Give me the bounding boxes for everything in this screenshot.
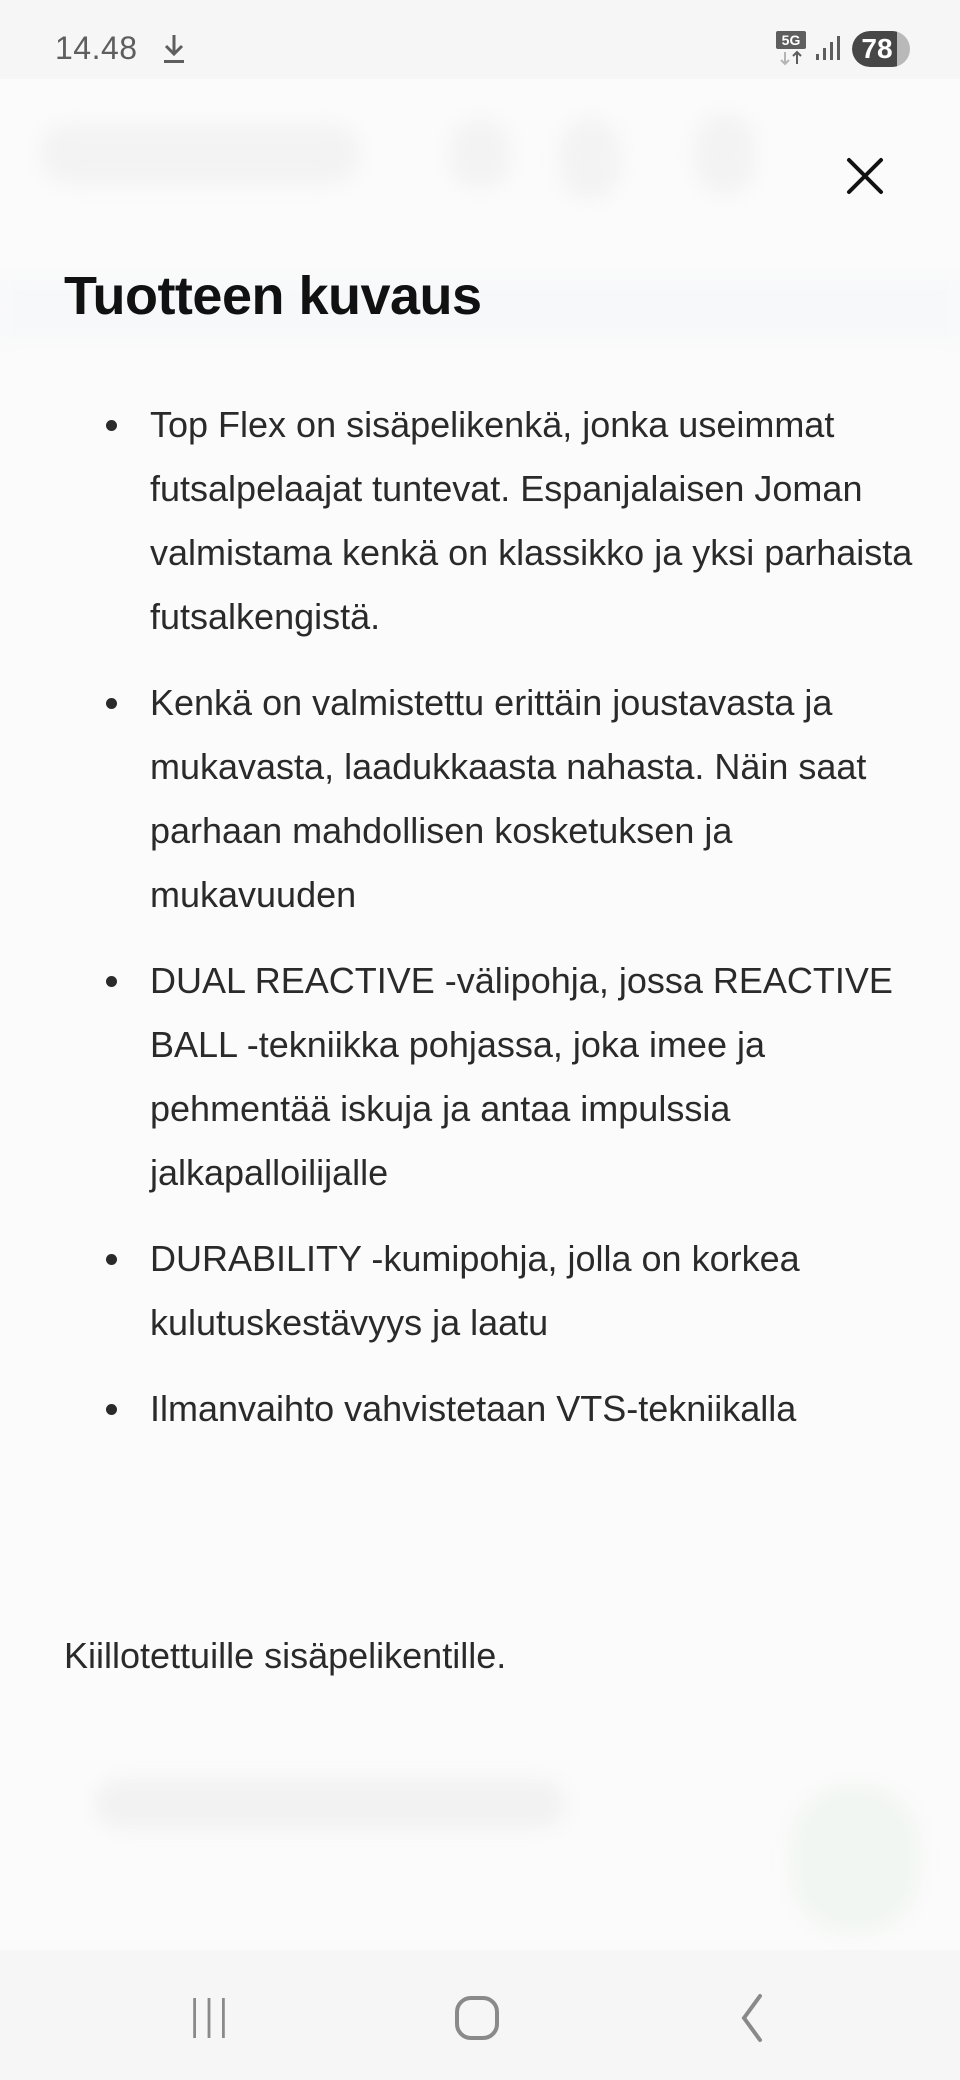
list-item-text: DUAL REACTIVE -välipohja, jossa REACTIVE BALL -tekniikka pohjassa, joka imee ja pehmentää iskuja ja antaa impulssia jalkapalloilijalle: [150, 960, 893, 1193]
bullet-icon: [106, 976, 117, 987]
bullet-icon: [106, 420, 117, 431]
system-nav-bar: [0, 1950, 960, 2080]
recents-icon: [180, 1988, 240, 2048]
usage-note: Kiillotettuille sisäpelikentille.: [64, 1635, 507, 1676]
blurred-background: [790, 1784, 920, 1934]
bullet-icon: [106, 1254, 117, 1265]
network-5g-icon: [776, 31, 806, 67]
recents-button[interactable]: [180, 1988, 240, 2048]
list-item: [64, 949, 924, 1205]
back-icon: [720, 1988, 780, 2048]
svg-text:5G: 5G: [781, 32, 801, 48]
list-item-text: Kenkä on valmistettu erittäin joustavasta ja mukavasta, laadukkaasta nahasta. Näin saat parhaan mahdollisen kosketuksen ja mukavuuden: [150, 682, 867, 915]
product-description-sheet: [0, 79, 960, 1950]
page-title: Tuotteen kuvaus: [64, 266, 482, 326]
list-item-text: Ilmanvaihto vahvistetaan VTS-tekniikalla: [150, 1388, 797, 1429]
list-item: [64, 1227, 924, 1355]
home-icon: [447, 1988, 507, 2048]
list-item: [64, 1377, 924, 1441]
download-icon: [162, 33, 186, 65]
bullet-icon: [106, 698, 117, 709]
battery-percent: 78: [861, 33, 893, 64]
list-item: [64, 671, 924, 927]
home-button[interactable]: [447, 1988, 507, 2048]
blurred-background: [695, 114, 755, 194]
close-button[interactable]: [838, 149, 892, 203]
blurred-background: [40, 124, 360, 184]
blurred-background: [560, 119, 620, 199]
close-icon: [845, 156, 885, 196]
status-bar: [0, 0, 960, 79]
battery-indicator: [852, 31, 910, 67]
feature-list: [64, 393, 924, 1463]
blurred-background: [95, 1779, 565, 1829]
list-item-text: Top Flex on sisäpelikenkä, jonka useimmat futsalpelaajat tuntevat. Espanjalaisen Joman valmistama kenkä on klassikko ja yksi parhaista futsalkengistä.: [150, 404, 913, 637]
signal-icon: [814, 34, 842, 62]
blurred-background: [450, 119, 510, 189]
bullet-icon: [106, 1404, 117, 1415]
list-item-text: DURABILITY -kumipohja, jolla on korkea kulutuskestävyys ja laatu: [150, 1238, 800, 1343]
status-time: 14.48: [55, 30, 138, 66]
back-button[interactable]: [720, 1988, 780, 2048]
list-item: [64, 393, 924, 649]
